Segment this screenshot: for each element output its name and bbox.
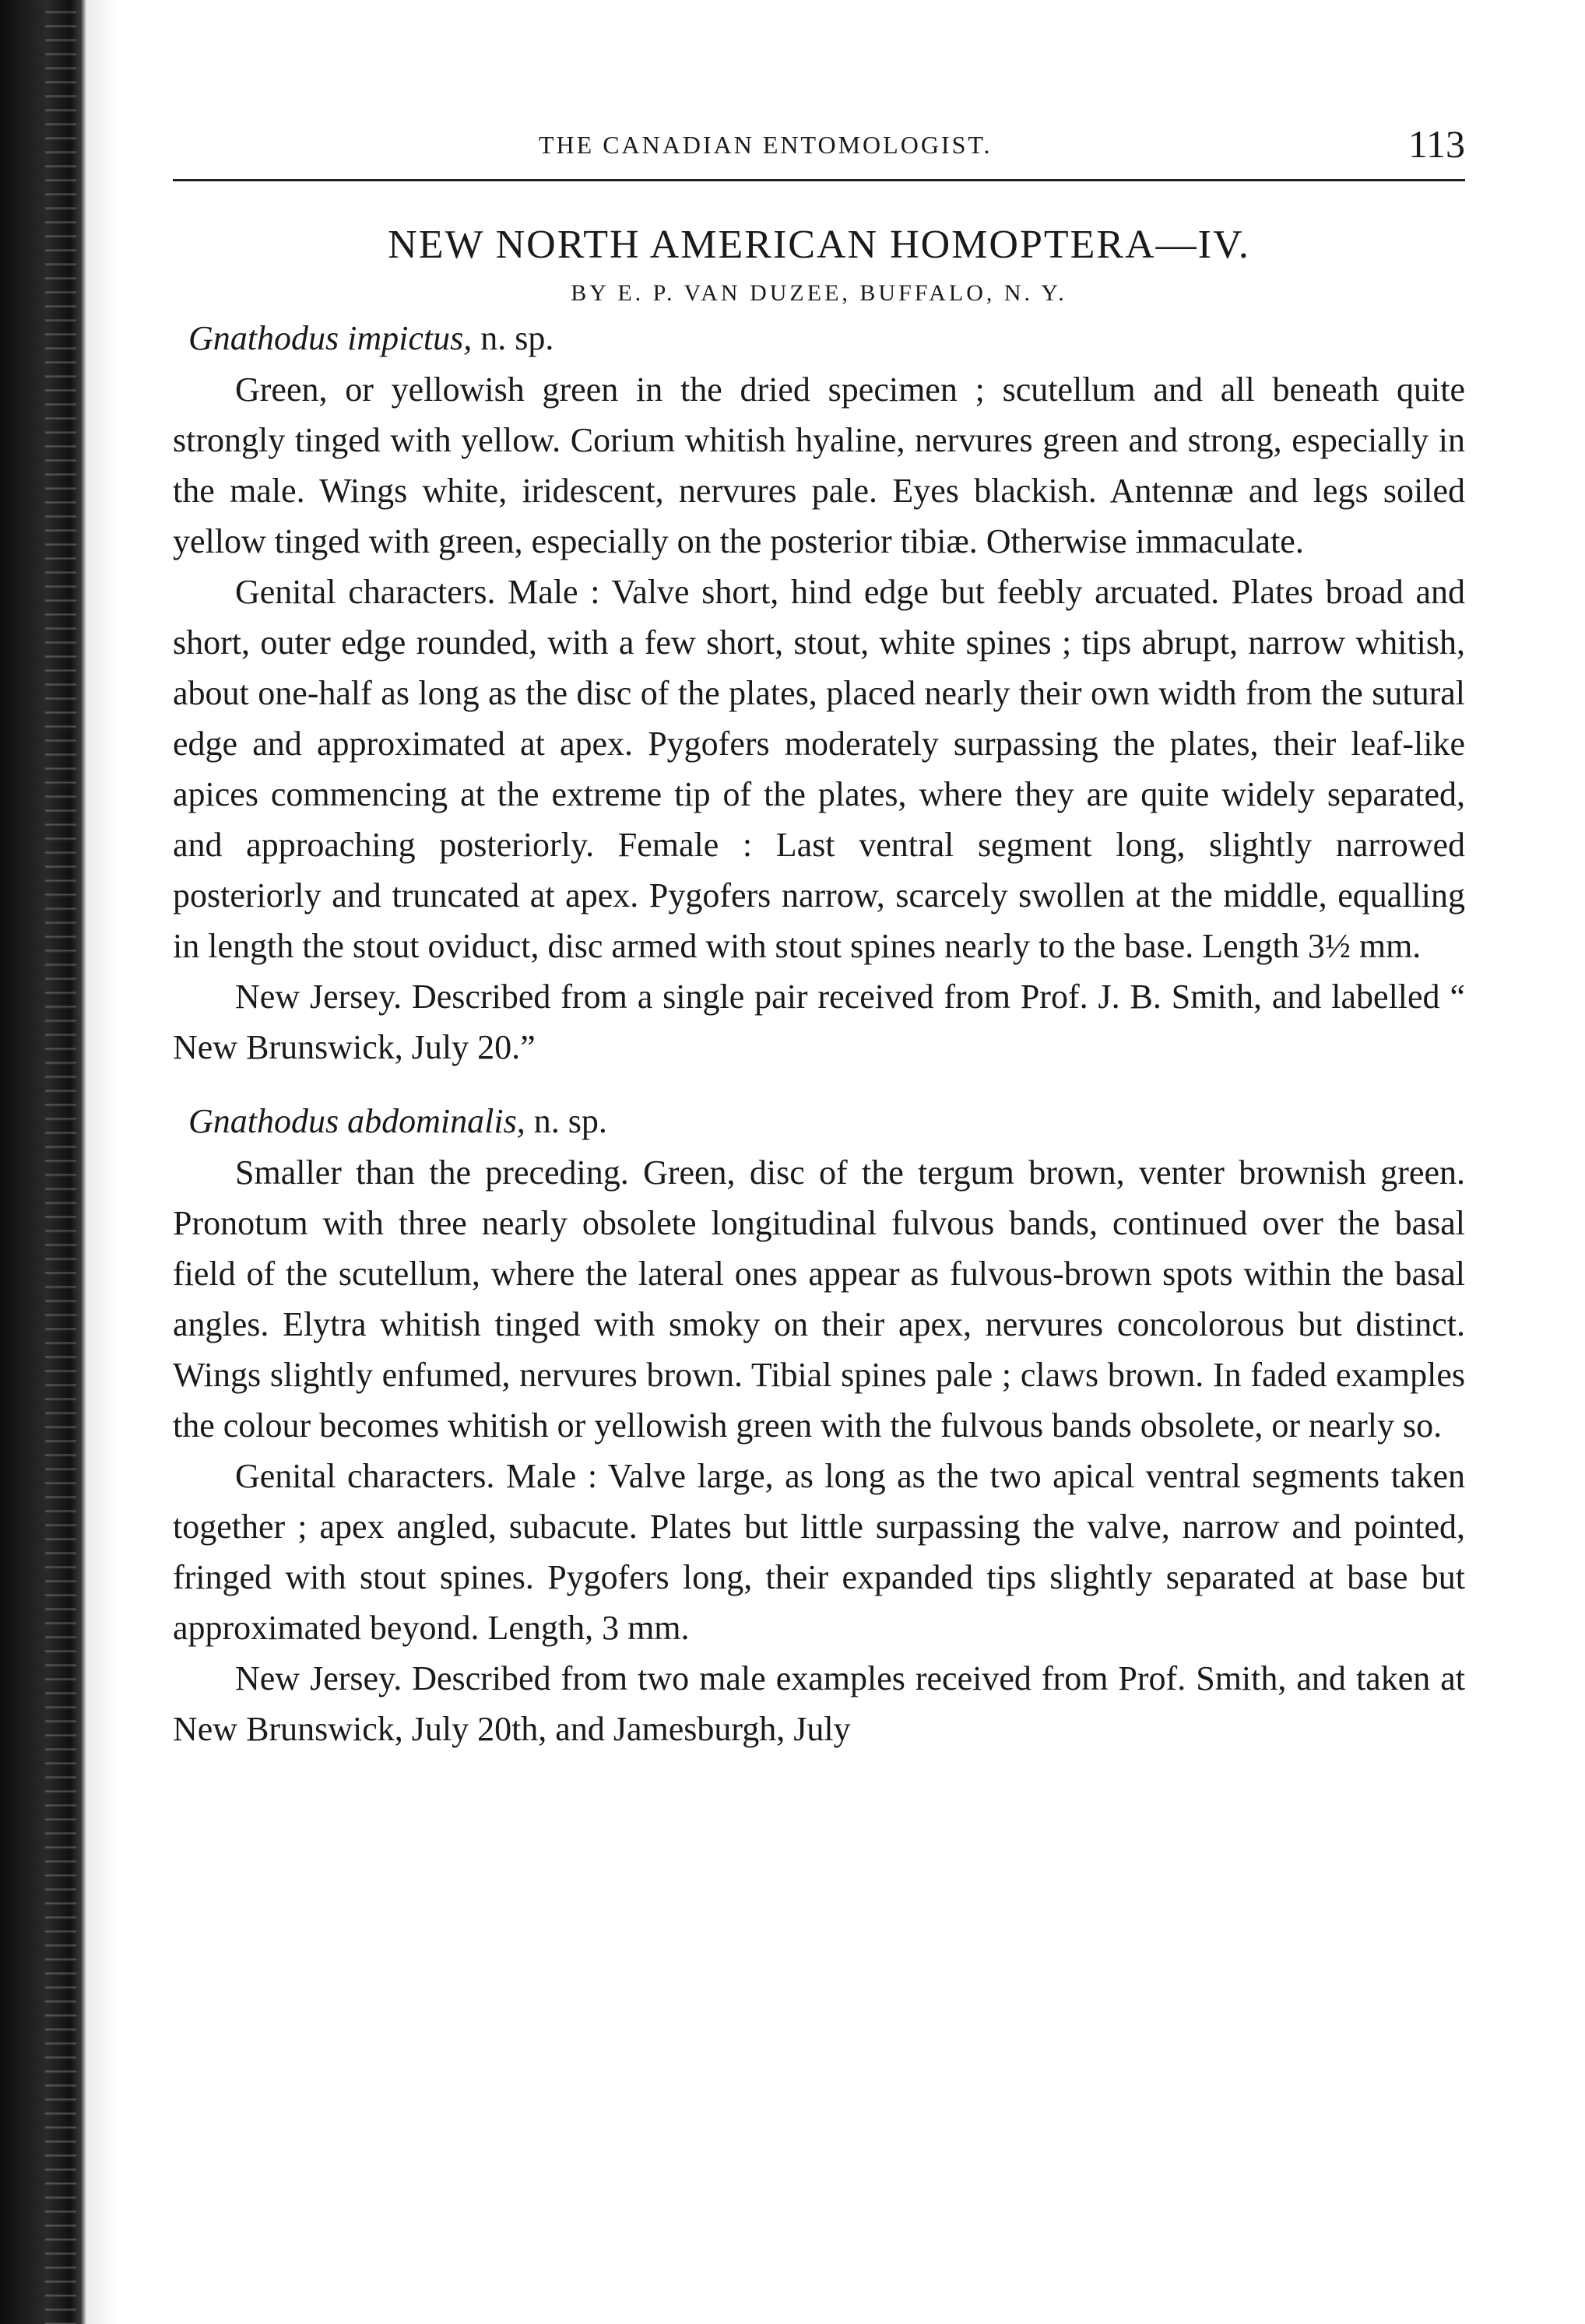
article-byline: BY E. P. VAN DUZEE, BUFFALO, N. Y. [571, 280, 1067, 306]
species-name: Gnathodus abdominalis, [188, 1102, 525, 1140]
species-suffix: n. sp. [525, 1102, 607, 1140]
paragraph: Green, or yellowish green in the dried specimen ; scutellum and all beneath quite strongly tinged with yellow. Corium whitish hyaline, nervures green and strong, especially in the male. Wings white, iridescent, nervures pale. Eyes blackish. Antennæ and legs soiled yellow tinged with green, especially on the posterior tibiæ. Otherwise immaculate. [173, 370, 1465, 560]
section-gap [173, 1072, 1465, 1090]
paragraph: Genital characters. Male : Valve short, hind edge but feebly arcuated. Plates broad and short, outer edge rounded, with a few short, stout, white spines ; tips abrupt, narrow whitish, about one-half as long as the disc of the plates, placed nearly their own width from the sutural edge and approximated at apex. Pygofers moderately surpassing the plates, their leaf-like apices commencing at the extreme tip of the plates, where they are quite widely separated, and approaching posteriorly. Female : Last ventral segment long, slightly narrowed posteriorly and truncated at apex. Pygofers narrow, scarcely swollen at the middle, equalling in length the stout oviduct, disc armed with stout spines nearly to the base. Length 3½ mm. [173, 573, 1465, 965]
running-head [173, 117, 1465, 179]
paragraph: New Jersey. Described from a single pair received from Prof. J. B. Smith, and labelled “ New Brunswick, July 20.” [173, 978, 1465, 1066]
article-title: NEW NORTH AMERICAN HOMOPTERA—IV. [388, 223, 1250, 267]
binding-texture [45, 0, 76, 2324]
paragraph: Smaller than the preceding. Green, disc of the tergum brown, venter brownish green. Pronotum with three nearly obsolete longitudinal fulvous bands, continued over the basal field of the scutellum, where the lateral ones appear as fulvous-brown spots within the basal angles. Elytra whitish tinged with smoky on their apex, nervures concolorous but distinct. Wings slightly enfumed, nervures brown. Tibial spines pale ; claws brown. In faded examples the colour becomes whitish or yellowish green with the fulvous bands obsolete, or nearly so. [173, 1153, 1465, 1445]
header-rule [173, 179, 1465, 181]
running-title: THE CANADIAN ENTOMOLOGIST. [539, 131, 993, 159]
species-heading-2 [188, 1096, 1465, 1147]
paragraph: New Jersey. Described from two male examples received from Prof. Smith, and taken at New Brunswick, July 20th, and Jamesburgh, July [173, 1659, 1465, 1748]
gutter-shadow [87, 0, 118, 2324]
species-suffix: n. sp. [472, 319, 554, 357]
document-page [173, 117, 1465, 1754]
page-number: 113 [1408, 122, 1465, 166]
species-heading-1 [188, 313, 1465, 364]
species-name: Gnathodus impictus, [188, 319, 473, 357]
paragraph: Genital characters. Male : Valve large, as long as the two apical ventral segments taken together ; apex angled, subacute. Plates but little surpassing the valve, narrow and pointed, fringed with stout spines. Pygofers long, their expanded tips slightly separated at base but approximated beyond. Length, 3 mm. [173, 1457, 1465, 1647]
